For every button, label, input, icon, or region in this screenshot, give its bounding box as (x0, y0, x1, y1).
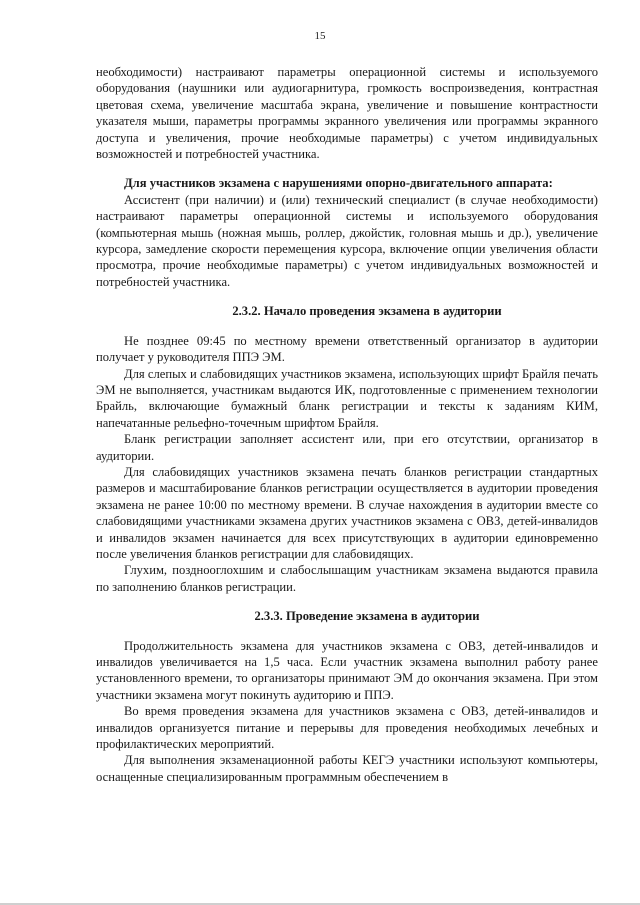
paragraph-2-3-3-computers: Для выполнения экзаменационной работы КЕГЭ участники используют компьютеры, оснащенные специализированным программным обеспечением в (96, 753, 598, 784)
section-title-2-3-3: 2.3.3. Проведение экзамена в аудитории (254, 609, 480, 624)
paragraph-2-3-3-meals-breaks: Во время проведения экзамена для участников экзамена с ОВЗ, детей-инвалидов и инвалидов организуется питание и перерывы для проведения необходимых лечебных и профилактических мероприятий. (96, 704, 598, 752)
page-number: 15 (314, 30, 326, 42)
paragraph-2-3-2-registration-form: Бланк регистрации заполняет ассистент или, при его отсутствии, организатор в аудитории. (96, 432, 598, 463)
document-body (96, 64, 598, 785)
heading-musculoskeletal-participants: Для участников экзамена с нарушениями опорно-двигательного аппарата: (124, 176, 553, 191)
paragraph-2-3-2-deaf: Глухим, позднооглохшим и слабослышащим участникам экзамена выдаются правила по заполнению бланков регистрации. (96, 563, 598, 594)
section-title-2-3-2: 2.3.2. Начало проведения экзамена в аудитории (232, 304, 502, 319)
paragraph-musculoskeletal: Ассистент (при наличии) и (или) технический специалист (в случае необходимости) настраивают параметры операционной системы и используемого оборудования (компьютерная мышь (ножная мышь, роллер, джойстик, головная мышь и др.), увеличение курсора, замедление скорости перемещения курсора, включение опции увеличения области просмотра, прочие необходимые параметры) с учетом индивидуальных возможностей и потребностей участника. (96, 192, 598, 289)
paragraph-2-3-2-braille: Для слепых и слабовидящих участников экзамена, использующих шрифт Брайля печать ЭМ не выполняется, участникам выдаются ИК, подготовленные с применением технологии Брайль, включающие бумажный бланк регистрации и тексты к заданиям КИМ, напечатанные рельефно-точечным шрифтом Брайля. (96, 366, 598, 430)
paragraph-2-3-2-low-vision: Для слабовидящих участников экзамена печать бланков регистрации стандартных размеров и масштабирование бланков регистрации осуществляется в аудитории проведения экзамена не ранее 10:00 по местному времени. В случае нахождения в аудитории вместе со слабовидящими участниками экзамена других участников экзамена с ОВЗ, детей-инвалидов и инвалидов экзамен начинается для всех присутствующих в аудитории единовременно после увеличения бланков регистрации для слабовидящих. (96, 464, 598, 561)
paragraph-intro-continuation: необходимости) настраивают параметры операционной системы и используемого оборудования (наушники или аудиогарнитура, громкость воспроизведения, контрастная цветовая схема, увеличение масштаба экрана, увеличение и повышение контрастности указателя мыши, параметры программы экранного увеличения или программы экранного доступа и увеличения, прочие необходимые параметры) с учетом индивидуальных возможностей и потребностей участника. (96, 65, 598, 162)
paragraph-2-3-3-duration: Продолжительность экзамена для участников экзамена с ОВЗ, детей-инвалидов и инвалидов увеличивается на 1,5 часа. Если участник экзамена выполнил работу ранее установленного времени, то организаторы принимают ЭМ до окончания экзамена. При этом участники экзамена могут покинуть аудиторию и ППЭ. (96, 638, 598, 702)
paragraph-2-3-2-deadline: Не позднее 09:45 по местному времени ответственный организатор в аудитории получает у руководителя ППЭ ЭМ. (96, 333, 598, 365)
